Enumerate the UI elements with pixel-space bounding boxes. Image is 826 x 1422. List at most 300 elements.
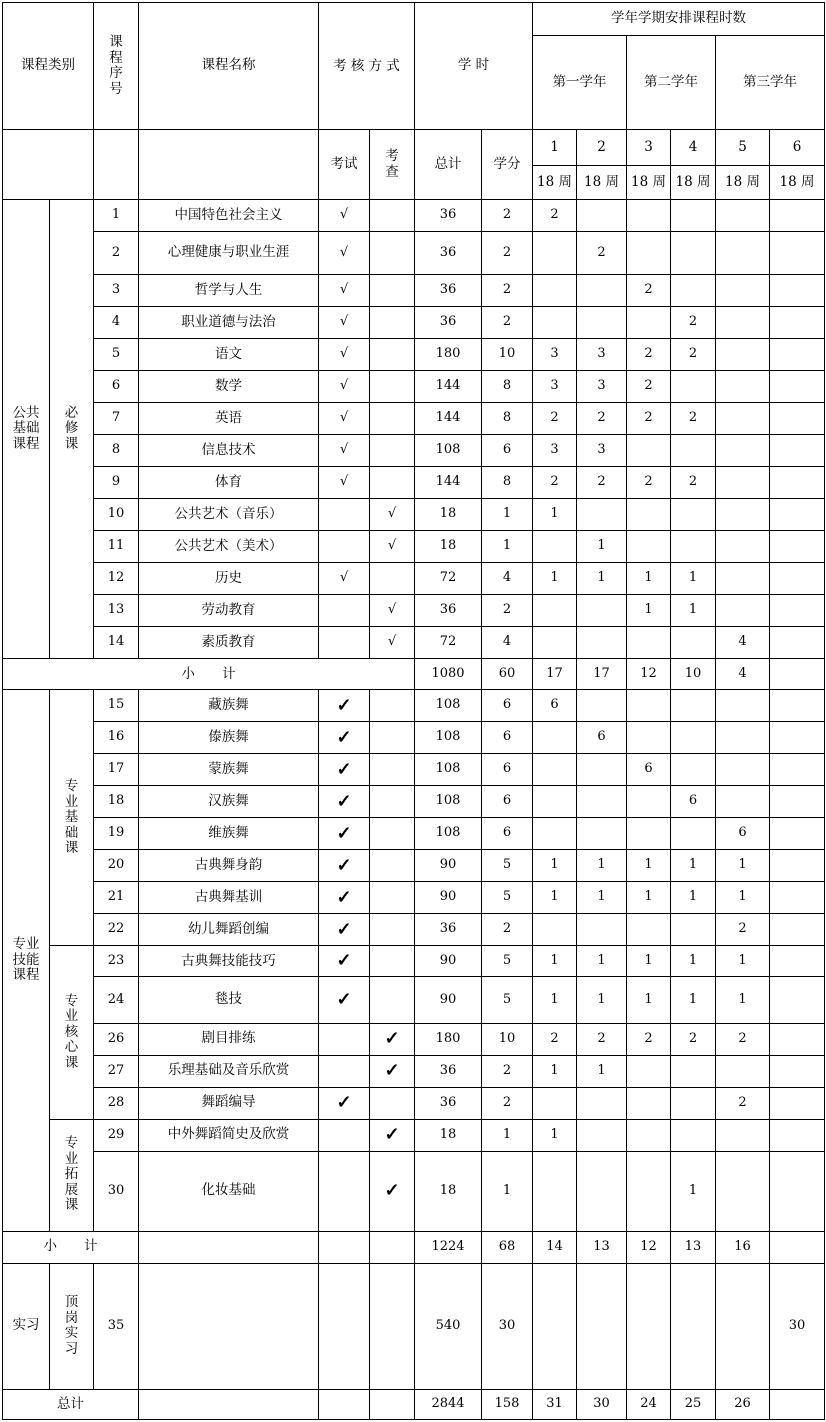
subtotal-credit: 60 [482, 659, 533, 690]
course-total-hours: 36 [415, 1087, 482, 1119]
term-hours-2 [577, 499, 627, 531]
term-hours-4: 2 [671, 1023, 716, 1055]
course-no: 4 [94, 307, 139, 339]
term-hours-4 [671, 371, 716, 403]
group-pro-core [50, 946, 94, 1119]
header-year-2: 第二学年 [627, 36, 716, 130]
course-total-hours: 108 [415, 786, 482, 818]
course-name: 数学 [139, 371, 319, 403]
exam-mark: ✓ [319, 786, 370, 818]
term-hours-2 [577, 1263, 627, 1389]
term-hours-1 [533, 1087, 577, 1119]
course-credit: 30 [482, 1263, 533, 1389]
course-credit: 10 [482, 1023, 533, 1055]
course-name: 化妆基础 [139, 1151, 319, 1231]
term-hours-4 [671, 499, 716, 531]
term-hours-6 [770, 531, 825, 563]
course-credit: 2 [482, 595, 533, 627]
term-hours-6: 30 [770, 1263, 825, 1389]
course-total-hours: 108 [415, 435, 482, 467]
exam-mark: √ [319, 371, 370, 403]
exam-mark: ✓ [319, 818, 370, 850]
header-assess-text: 考 核 方 式 [333, 57, 400, 74]
header-seq-char: 程 [109, 49, 123, 66]
check-mark [370, 977, 415, 1023]
group-internship-sub-char: 习 [64, 1340, 79, 1357]
term-hours-4 [671, 1055, 716, 1087]
course-total-hours: 18 [415, 531, 482, 563]
course-row [3, 1119, 825, 1151]
subtotal-term-1: 14 [533, 1231, 577, 1263]
header-term-4: 4 [671, 130, 716, 166]
term-hours-1 [533, 627, 577, 659]
term-hours-2 [577, 786, 627, 818]
course-credit: 1 [482, 531, 533, 563]
course-name: 素质教育 [139, 627, 319, 659]
course-row [3, 1087, 825, 1119]
term-hours-5 [716, 754, 770, 786]
blank-cell [139, 1231, 319, 1263]
course-total-hours: 180 [415, 1023, 482, 1055]
course-total-hours: 144 [415, 403, 482, 435]
term-hours-2 [577, 754, 627, 786]
header-year-3: 第三学年 [716, 36, 825, 130]
course-name: 公共艺术（音乐） [139, 499, 319, 531]
course-no: 28 [94, 1087, 139, 1119]
term-hours-5: 2 [716, 914, 770, 946]
group-pro-basic-char: 课 [64, 840, 79, 857]
course-row [3, 371, 825, 403]
term-hours-1 [533, 722, 577, 754]
header-weeks-2: 18 周 [577, 166, 627, 200]
course-credit: 1 [482, 1119, 533, 1151]
subtotal-credit: 68 [482, 1231, 533, 1263]
course-row [3, 722, 825, 754]
group-internship-sub-char: 岗 [64, 1309, 79, 1326]
header-term-3: 3 [627, 130, 671, 166]
subtotal-term-2: 17 [577, 659, 627, 690]
course-credit: 2 [482, 914, 533, 946]
grand-total-label: 总计 [3, 1389, 139, 1419]
term-hours-5: 1 [716, 850, 770, 882]
group-public-basic-char: 基础 [12, 420, 40, 437]
term-hours-5 [716, 403, 770, 435]
course-no: 20 [94, 850, 139, 882]
term-hours-2 [577, 627, 627, 659]
course-credit: 10 [482, 339, 533, 371]
course-row [3, 627, 825, 659]
term-hours-2: 6 [577, 722, 627, 754]
header-course-name: 课程名称 [139, 3, 319, 130]
exam-mark [319, 595, 370, 627]
term-hours-3 [627, 499, 671, 531]
course-credit: 2 [482, 275, 533, 307]
term-hours-3 [627, 1151, 671, 1231]
blank-cell [319, 1389, 370, 1419]
course-row [3, 275, 825, 307]
term-hours-6 [770, 1055, 825, 1087]
course-row [3, 1151, 825, 1231]
term-hours-5 [716, 1151, 770, 1231]
term-hours-6 [770, 371, 825, 403]
grand-total-term-1: 31 [533, 1389, 577, 1419]
group-pro-basic [50, 690, 94, 946]
course-row [3, 467, 825, 499]
course-no: 19 [94, 818, 139, 850]
term-hours-1 [533, 531, 577, 563]
course-total-hours: 180 [415, 339, 482, 371]
term-hours-4 [671, 531, 716, 563]
term-hours-6 [770, 563, 825, 595]
check-mark [370, 914, 415, 946]
term-hours-2 [577, 595, 627, 627]
subtotal-total: 1224 [415, 1231, 482, 1263]
course-credit: 6 [482, 722, 533, 754]
group-internship-sub-char: 实 [64, 1325, 79, 1342]
group-public-basic [3, 200, 50, 659]
internship-row [3, 1263, 825, 1389]
subtotal-term-1: 17 [533, 659, 577, 690]
exam-mark: √ [319, 403, 370, 435]
course-no: 2 [94, 232, 139, 275]
term-hours-4: 1 [671, 977, 716, 1023]
course-name: 英语 [139, 403, 319, 435]
course-no: 15 [94, 690, 139, 722]
term-hours-1: 2 [533, 1023, 577, 1055]
term-hours-5 [716, 232, 770, 275]
term-hours-1: 3 [533, 371, 577, 403]
group-internship: 实习 [3, 1263, 50, 1389]
course-name: 幼儿舞蹈创编 [139, 914, 319, 946]
exam-mark: ✓ [319, 754, 370, 786]
grand-total-credit: 158 [482, 1389, 533, 1419]
term-hours-4 [671, 754, 716, 786]
term-hours-6 [770, 200, 825, 232]
term-hours-4: 2 [671, 339, 716, 371]
check-mark: ✓ [370, 1055, 415, 1087]
check-mark [370, 946, 415, 977]
blank-cell [370, 1263, 415, 1389]
course-no: 24 [94, 977, 139, 1023]
term-hours-5: 1 [716, 882, 770, 914]
term-hours-3: 1 [627, 882, 671, 914]
course-row [3, 690, 825, 722]
course-no: 26 [94, 1023, 139, 1055]
course-total-hours: 108 [415, 818, 482, 850]
course-total-hours: 36 [415, 307, 482, 339]
header-weeks-6: 18 周 [770, 166, 825, 200]
course-row [3, 531, 825, 563]
term-hours-1 [533, 275, 577, 307]
blank-cell [370, 1231, 415, 1263]
header-weeks-5: 18 周 [716, 166, 770, 200]
group-required-char: 课 [64, 435, 79, 452]
term-hours-2: 1 [577, 882, 627, 914]
term-hours-1: 1 [533, 499, 577, 531]
group-pro-basic-char: 础 [64, 824, 79, 841]
course-total-hours: 540 [415, 1263, 482, 1389]
course-row [3, 882, 825, 914]
course-credit: 2 [482, 307, 533, 339]
term-hours-3 [627, 1055, 671, 1087]
term-hours-6 [770, 275, 825, 307]
header-blank-seq [94, 130, 139, 200]
exam-mark: ✓ [319, 914, 370, 946]
exam-mark [319, 1055, 370, 1087]
subtotal-term-5: 4 [716, 659, 770, 690]
term-hours-6 [770, 977, 825, 1023]
subtotal-term-3: 12 [627, 659, 671, 690]
course-credit: 5 [482, 946, 533, 977]
course-name: 公共艺术（美术） [139, 531, 319, 563]
course-no: 35 [94, 1263, 139, 1389]
term-hours-3 [627, 1119, 671, 1151]
term-hours-6 [770, 232, 825, 275]
exam-mark: ✓ [319, 1087, 370, 1119]
term-hours-3: 2 [627, 1023, 671, 1055]
term-hours-3: 1 [627, 563, 671, 595]
header-check-char: 考 [385, 148, 399, 165]
term-hours-3 [627, 200, 671, 232]
course-no: 17 [94, 754, 139, 786]
term-hours-5 [716, 1263, 770, 1389]
course-name: 蒙族舞 [139, 754, 319, 786]
check-mark [370, 339, 415, 371]
term-hours-6 [770, 1119, 825, 1151]
course-row [3, 307, 825, 339]
group-internship-sub [50, 1263, 94, 1389]
course-row [3, 499, 825, 531]
exam-mark [319, 1119, 370, 1151]
term-hours-5 [716, 690, 770, 722]
term-hours-1 [533, 1151, 577, 1231]
exam-mark: ✓ [319, 690, 370, 722]
check-mark [370, 850, 415, 882]
subtotal-term-4: 10 [671, 659, 716, 690]
term-hours-2: 3 [577, 435, 627, 467]
term-hours-6 [770, 850, 825, 882]
header-credit: 学分 [482, 130, 533, 200]
group-pro-ext-char: 课 [64, 1197, 79, 1214]
term-hours-1: 1 [533, 1119, 577, 1151]
header-hours: 学 时 [415, 3, 533, 130]
group-internship-sub-char: 顶 [64, 1294, 79, 1311]
course-name: 剧目排练 [139, 1023, 319, 1055]
term-hours-4 [671, 722, 716, 754]
course-name: 劳动教育 [139, 595, 319, 627]
course-name: 乐理基础及音乐欣赏 [139, 1055, 319, 1087]
check-mark [370, 467, 415, 499]
course-no: 8 [94, 435, 139, 467]
course-credit: 6 [482, 818, 533, 850]
exam-mark: √ [319, 307, 370, 339]
term-hours-2 [577, 1119, 627, 1151]
header-term-5: 5 [716, 130, 770, 166]
term-hours-1 [533, 754, 577, 786]
header-blank-name [139, 130, 319, 200]
exam-mark [319, 1023, 370, 1055]
course-total-hours: 90 [415, 850, 482, 882]
course-name: 古典舞身韵 [139, 850, 319, 882]
check-mark [370, 786, 415, 818]
exam-mark: √ [319, 275, 370, 307]
group-professional [3, 690, 50, 1231]
subtotal-term-6 [770, 1231, 825, 1263]
term-hours-3 [627, 1263, 671, 1389]
header-row-3 [3, 130, 825, 166]
header-term-2: 2 [577, 130, 627, 166]
course-total-hours: 36 [415, 200, 482, 232]
term-hours-2: 1 [577, 531, 627, 563]
term-hours-6 [770, 818, 825, 850]
term-hours-5 [716, 371, 770, 403]
course-name: 古典舞基训 [139, 882, 319, 914]
course-no: 11 [94, 531, 139, 563]
course-name: 中国特色社会主义 [139, 200, 319, 232]
term-hours-4 [671, 275, 716, 307]
term-hours-5 [716, 435, 770, 467]
term-hours-4: 2 [671, 467, 716, 499]
term-hours-4 [671, 232, 716, 275]
term-hours-4: 2 [671, 403, 716, 435]
group-public-basic-char: 公共 [12, 404, 40, 421]
term-hours-3 [627, 627, 671, 659]
term-hours-1: 1 [533, 977, 577, 1023]
header-seq-char: 课 [109, 34, 123, 50]
term-hours-4 [671, 627, 716, 659]
course-row [3, 1023, 825, 1055]
course-name: 古典舞技能技巧 [139, 946, 319, 977]
course-credit: 8 [482, 467, 533, 499]
term-hours-1: 1 [533, 563, 577, 595]
term-hours-4 [671, 200, 716, 232]
term-hours-5: 6 [716, 818, 770, 850]
term-hours-5: 1 [716, 977, 770, 1023]
term-hours-4: 6 [671, 786, 716, 818]
course-total-hours: 144 [415, 371, 482, 403]
check-mark [370, 371, 415, 403]
check-mark [370, 882, 415, 914]
term-hours-5: 2 [716, 1023, 770, 1055]
exam-mark [319, 627, 370, 659]
course-name: 历史 [139, 563, 319, 595]
exam-mark: ✓ [319, 882, 370, 914]
term-hours-4: 1 [671, 946, 716, 977]
term-hours-1: 1 [533, 946, 577, 977]
check-mark [370, 200, 415, 232]
group-public-basic-char: 课程 [12, 435, 40, 452]
course-no: 29 [94, 1119, 139, 1151]
term-hours-1 [533, 1263, 577, 1389]
header-seq-char: 号 [109, 80, 123, 97]
term-hours-5 [716, 595, 770, 627]
course-row [3, 977, 825, 1023]
course-credit: 8 [482, 403, 533, 435]
term-hours-2 [577, 200, 627, 232]
term-hours-3: 1 [627, 977, 671, 1023]
check-mark [370, 722, 415, 754]
course-total-hours: 72 [415, 627, 482, 659]
check-mark [370, 754, 415, 786]
term-hours-1: 2 [533, 200, 577, 232]
term-hours-1 [533, 914, 577, 946]
blank-cell [139, 1389, 319, 1419]
term-hours-6 [770, 1151, 825, 1231]
term-hours-2 [577, 1151, 627, 1231]
term-hours-2: 1 [577, 946, 627, 977]
course-total-hours: 108 [415, 754, 482, 786]
check-mark [370, 690, 415, 722]
course-name: 职业道德与法治 [139, 307, 319, 339]
term-hours-4 [671, 818, 716, 850]
course-credit: 5 [482, 850, 533, 882]
exam-mark: ✓ [319, 722, 370, 754]
course-row [3, 786, 825, 818]
header-assess [319, 3, 415, 130]
term-hours-1: 1 [533, 1055, 577, 1087]
term-hours-3: 2 [627, 371, 671, 403]
exam-mark: ✓ [319, 850, 370, 882]
term-hours-4: 1 [671, 595, 716, 627]
term-hours-6 [770, 403, 825, 435]
course-no: 22 [94, 914, 139, 946]
term-hours-2 [577, 1087, 627, 1119]
group-required [50, 200, 94, 659]
term-hours-1: 2 [533, 403, 577, 435]
term-hours-2 [577, 818, 627, 850]
term-hours-1: 2 [533, 467, 577, 499]
course-no: 5 [94, 339, 139, 371]
check-mark [370, 275, 415, 307]
term-hours-1 [533, 818, 577, 850]
course-credit: 1 [482, 499, 533, 531]
course-credit: 6 [482, 690, 533, 722]
term-hours-6 [770, 467, 825, 499]
term-hours-3: 2 [627, 467, 671, 499]
term-hours-1 [533, 232, 577, 275]
term-hours-1: 6 [533, 690, 577, 722]
course-no: 13 [94, 595, 139, 627]
term-hours-6 [770, 722, 825, 754]
term-hours-5 [716, 339, 770, 371]
course-no: 6 [94, 371, 139, 403]
term-hours-4 [671, 1087, 716, 1119]
header-check [370, 130, 415, 200]
group-pro-core-char: 课 [64, 1054, 79, 1071]
course-total-hours: 108 [415, 722, 482, 754]
group-professional-char: 专业 [12, 936, 40, 953]
course-row [3, 232, 825, 275]
term-hours-3 [627, 690, 671, 722]
course-total-hours: 18 [415, 1119, 482, 1151]
course-total-hours: 108 [415, 690, 482, 722]
subtotal-term-6 [770, 659, 825, 690]
term-hours-5: 4 [716, 627, 770, 659]
term-hours-3: 1 [627, 946, 671, 977]
course-credit: 8 [482, 371, 533, 403]
exam-mark [319, 1151, 370, 1231]
exam-mark: √ [319, 467, 370, 499]
term-hours-5 [716, 467, 770, 499]
term-hours-1: 3 [533, 339, 577, 371]
term-hours-2: 2 [577, 1023, 627, 1055]
term-hours-6 [770, 786, 825, 818]
course-total-hours: 144 [415, 467, 482, 499]
header-category: 课程类别 [3, 3, 94, 130]
subtotal-term-4: 13 [671, 1231, 716, 1263]
course-row [3, 200, 825, 232]
term-hours-4 [671, 1119, 716, 1151]
